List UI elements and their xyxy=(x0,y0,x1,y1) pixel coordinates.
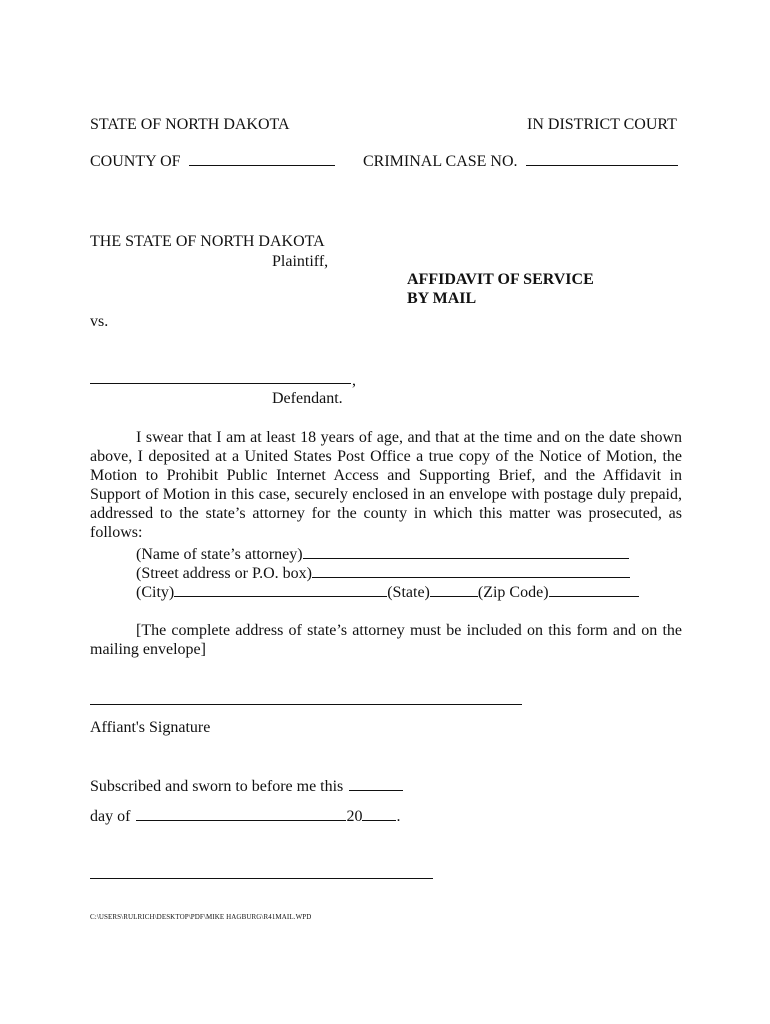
attorney-name-line xyxy=(136,544,629,564)
sworn-statement-paragraph: I swear that I am at least 18 years of age, and that at the time and on the date shown above, I deposited at a United States Post Office a true copy of the Notice of Motion, the Motion to Prohibit Public Internet Access and Supporting Brief, and the Affidavit in Support of Motion in this case, securely enclosed in an envelope with postage duly prepaid, addressed to the state’s attorney for the county in which this matter was prosecuted, as follows: xyxy=(90,429,682,541)
affiant-signature-line[interactable] xyxy=(90,704,522,705)
case-number-line xyxy=(363,151,678,172)
city-blank[interactable] xyxy=(174,582,387,597)
attorney-name-label: (Name of state’s attorney) xyxy=(136,546,303,563)
plaintiff-role: Plaintiff, xyxy=(272,253,329,270)
court-caption: IN DISTRICT COURT xyxy=(527,116,677,133)
file-path-footer: C:\USERS\RULRICH\DESKTOP\PDF\MIKE HAGBURG\R41MAIL.WPD xyxy=(90,913,312,921)
county-label: COUNTY OF xyxy=(90,153,181,170)
subscribed-line xyxy=(90,776,403,797)
year-prefix: 20 xyxy=(346,808,363,825)
state-label: (State) xyxy=(387,584,430,601)
state-blank[interactable] xyxy=(430,582,478,597)
address-note-paragraph: [The complete address of state’s attorney must be included on this form and on the mailing envelope] xyxy=(90,622,682,658)
zip-blank[interactable] xyxy=(549,582,639,597)
year-blank[interactable] xyxy=(362,806,396,821)
defendant-comma: , xyxy=(352,372,356,389)
document-title-line2: BY MAIL xyxy=(407,290,477,307)
year-period: . xyxy=(396,808,401,825)
affiant-signature-label: Affiant's Signature xyxy=(90,719,211,736)
month-blank[interactable] xyxy=(136,806,346,821)
defendant-name-line[interactable] xyxy=(90,383,351,384)
state-caption: STATE OF NORTH DAKOTA xyxy=(90,116,290,133)
plaintiff-name: THE STATE OF NORTH DAKOTA xyxy=(90,233,325,250)
city-state-zip-line xyxy=(136,582,639,602)
zip-label: (Zip Code) xyxy=(477,584,549,601)
day-of-line xyxy=(90,806,400,827)
versus-label: vs. xyxy=(90,313,109,330)
case-number-blank[interactable] xyxy=(526,151,678,166)
attorney-name-blank[interactable] xyxy=(303,544,629,559)
street-address-blank[interactable] xyxy=(312,563,630,578)
county-blank[interactable] xyxy=(189,151,335,166)
subscribed-text: Subscribed and sworn to before me this xyxy=(90,778,344,795)
day-of-text: day of xyxy=(90,808,131,825)
document-title-line1: AFFIDAVIT OF SERVICE xyxy=(407,271,594,288)
street-address-label: (Street address or P.O. box) xyxy=(136,565,312,582)
defendant-role: Defendant. xyxy=(272,390,343,407)
county-line xyxy=(90,151,335,172)
case-number-label: CRIMINAL CASE NO. xyxy=(363,153,518,170)
notary-signature-line[interactable] xyxy=(90,878,433,879)
street-address-line xyxy=(136,563,630,583)
day-blank[interactable] xyxy=(349,776,403,791)
city-label: (City) xyxy=(136,584,175,601)
